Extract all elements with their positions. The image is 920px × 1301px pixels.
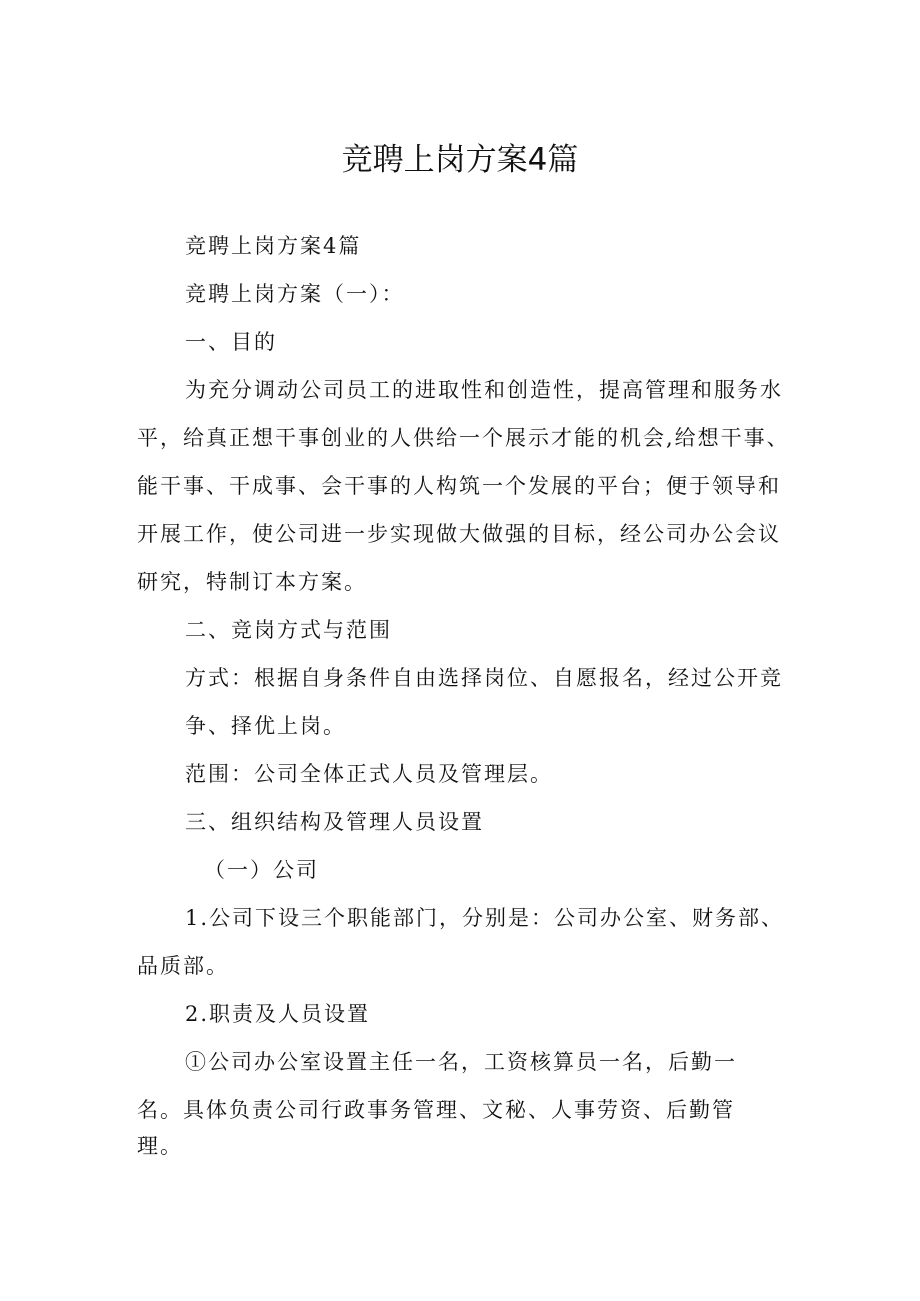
subheading-duties: 2.职责及人员设置 — [185, 1002, 371, 1026]
heading-organization: 三、组织结构及管理人员设置 — [185, 810, 484, 834]
paragraph-scope: 范围：公司全体正式人员及管理层。 — [185, 762, 553, 786]
paragraph-subtitle: 竞聘上岗方案4篇 — [185, 234, 362, 258]
document-body — [137, 222, 793, 1170]
document-title: 竞聘上岗方案4篇 — [341, 142, 579, 178]
paragraph-office-duties: ①公司办公室设置主任一名，工资核算员一名，后勤一名。具体负责公司行政事务管理、文秘、人事劳资、后勤管 — [137, 1050, 737, 1122]
heading-method-scope: 二、竞岗方式与范围 — [185, 618, 392, 642]
paragraph-method: 方式：根据自身条件自由选择岗位、自愿报名，经过公开竞争、择优上岗。 — [185, 666, 783, 738]
heading-purpose: 一、目的 — [185, 330, 277, 354]
subheading-company: （一）公司 — [204, 858, 319, 882]
paragraph-office-duties-end: 理。 — [137, 1134, 183, 1158]
paragraph-departments: 1.公司下设三个职能部门，分别是：公司办公室、财务部、品质部。 — [137, 906, 785, 978]
paragraph-purpose: 为充分调动公司员工的进取性和创造性，提高管理和服务水平，给真正想干事创业的人供给一个展示才能的机会,给想干事、能干事、干成事、会干事的人构筑一个发展的平台；便于领导和开展工作，使公司进一步实现做大做强的目标，经公司办公会议研究，特制订本方案。 — [137, 378, 790, 594]
paragraph-section-heading: 竞聘上岗方案（一）： — [185, 282, 405, 306]
